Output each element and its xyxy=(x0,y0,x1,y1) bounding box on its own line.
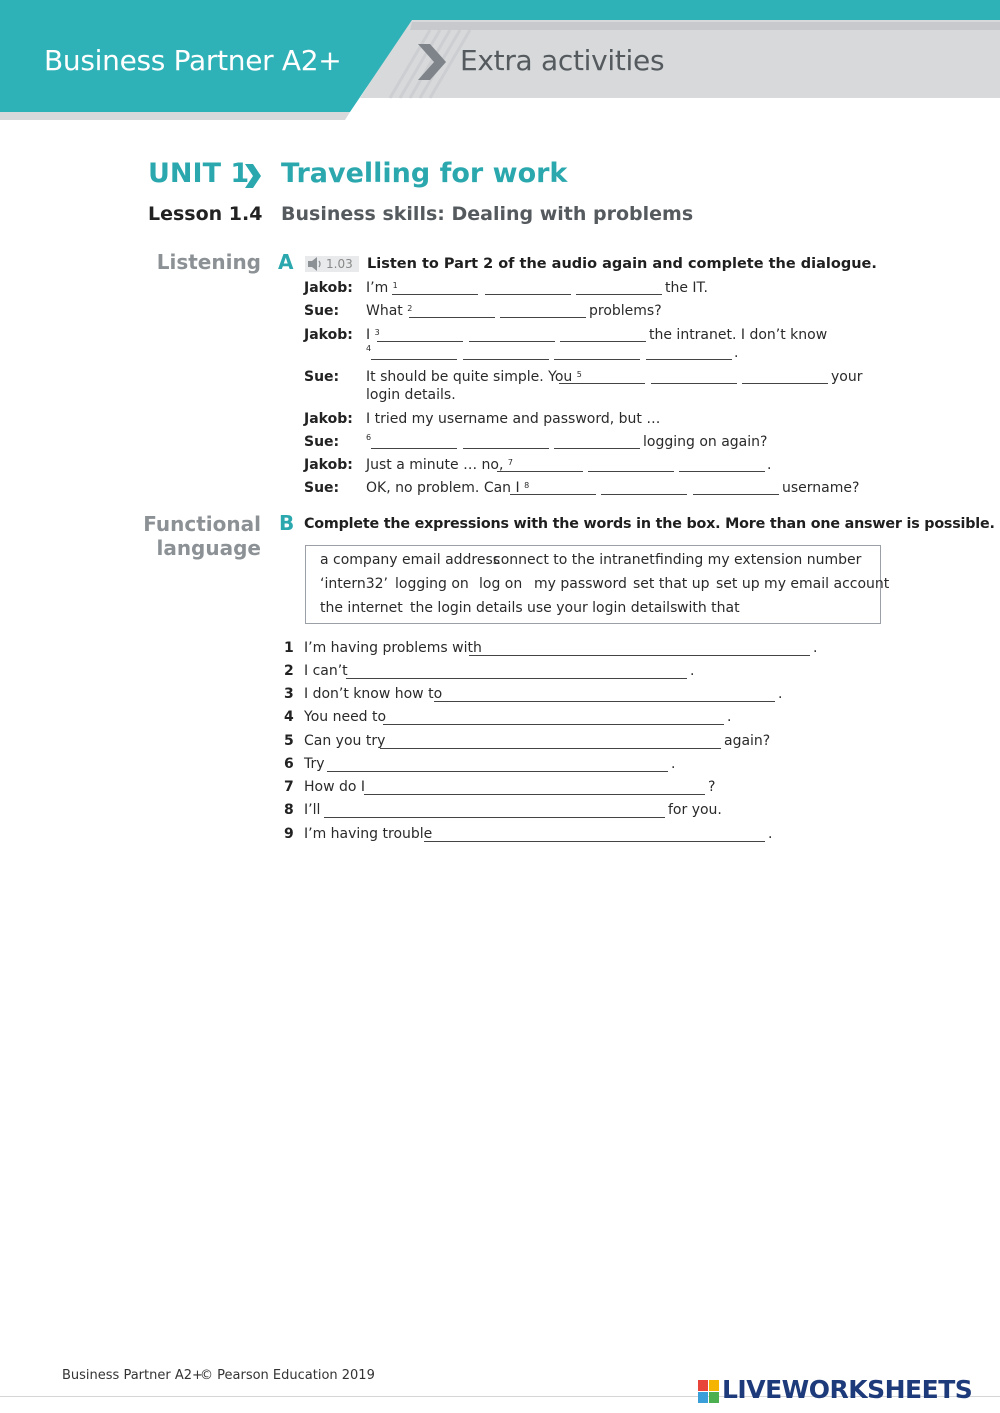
dialogue-text: 4 xyxy=(366,344,372,353)
answer-blank[interactable] xyxy=(679,471,765,472)
item-end: ? xyxy=(708,779,716,795)
item-end: . xyxy=(690,663,695,679)
answer-blank[interactable] xyxy=(485,294,571,295)
item-text: How do I xyxy=(304,779,366,795)
dialogue-text: I $^3$ xyxy=(366,327,380,343)
answer-blank[interactable] xyxy=(554,359,640,360)
answer-blank[interactable] xyxy=(554,448,640,449)
speaker-jakob: Jakob: xyxy=(304,457,353,473)
word-box-item: with that xyxy=(677,600,740,616)
unit-label: UNIT 1 xyxy=(148,158,250,189)
word-box-item: use your login details xyxy=(527,600,678,616)
footer-copyright: © Pearson Education 2019 xyxy=(200,1368,375,1383)
item-end: . xyxy=(671,756,676,772)
item-number: 2 xyxy=(284,663,294,679)
item-end: . xyxy=(727,709,732,725)
item-number: 6 xyxy=(284,756,294,772)
section-functional-language: Functional language xyxy=(143,512,261,560)
item-end: for you. xyxy=(668,802,722,818)
word-box-item: logging on xyxy=(395,576,469,592)
item-number: 7 xyxy=(284,779,294,795)
item-number: 3 xyxy=(284,686,294,702)
dialogue-text: your xyxy=(831,369,863,385)
liveworksheets-brand[interactable]: LIVEWORKSHEETS xyxy=(722,1375,973,1404)
section-title: Extra activities xyxy=(460,44,665,77)
exercise-letter-a: A xyxy=(278,250,294,274)
word-box-item: finding my extension number xyxy=(655,552,862,568)
dialogue-text: logging on again? xyxy=(643,434,768,450)
answer-blank[interactable] xyxy=(588,471,674,472)
dialogue-text: . xyxy=(734,345,739,361)
answer-blank[interactable] xyxy=(371,359,457,360)
item-text: Try xyxy=(304,756,325,772)
dialogue-text: login details. xyxy=(366,387,456,403)
dialogue-text: Just a minute … no, $^7$ xyxy=(366,457,513,473)
answer-blank[interactable] xyxy=(469,655,810,656)
item-end: . xyxy=(778,686,783,702)
answer-blank[interactable] xyxy=(463,359,549,360)
word-box-item: log on xyxy=(479,576,523,592)
item-text: I’m having trouble xyxy=(304,826,433,842)
answer-blank[interactable] xyxy=(383,724,724,725)
word-box-item: the internet xyxy=(320,600,403,616)
dialogue-text: It should be quite simple. You $^5$ xyxy=(366,369,582,385)
answer-blank[interactable] xyxy=(497,471,583,472)
word-box-item: the login details xyxy=(410,600,523,616)
instruction-a: Listen to Part 2 of the audio again and complete the dialogue. xyxy=(367,256,877,272)
book-title: Business Partner A2+ xyxy=(44,44,342,77)
dialogue-text: I’m $^1$ xyxy=(366,280,398,296)
item-end: . xyxy=(768,826,773,842)
answer-blank[interactable] xyxy=(560,341,646,342)
item-text: Can you try xyxy=(304,733,386,749)
lesson-number: Lesson 1.4 xyxy=(148,203,263,225)
answer-blank[interactable] xyxy=(409,317,495,318)
speaker-jakob: Jakob: xyxy=(304,280,353,296)
footer-book-title: Business Partner A2+ xyxy=(62,1368,203,1383)
answer-blank[interactable] xyxy=(463,448,549,449)
answer-blank[interactable] xyxy=(380,748,721,749)
answer-blank[interactable] xyxy=(469,341,555,342)
item-number: 9 xyxy=(284,826,294,842)
item-text: I don’t know how to xyxy=(304,686,443,702)
answer-blank[interactable] xyxy=(693,494,779,495)
answer-blank[interactable] xyxy=(327,771,668,772)
speaker-sue: Sue: xyxy=(304,480,340,496)
chevron-right-icon xyxy=(243,164,263,188)
word-box-item: set that up xyxy=(633,576,710,592)
speaker-jakob: Jakob: xyxy=(304,327,353,343)
answer-blank[interactable] xyxy=(324,817,665,818)
item-end: again? xyxy=(724,733,771,749)
dialogue-text: username? xyxy=(782,480,860,496)
item-end: . xyxy=(813,640,818,656)
speaker-icon[interactable] xyxy=(307,257,323,271)
exercise-letter-b: B xyxy=(279,511,295,535)
answer-blank[interactable] xyxy=(576,294,662,295)
item-text: I’m having problems with xyxy=(304,640,482,656)
item-number: 4 xyxy=(284,709,294,725)
speaker-sue: Sue: xyxy=(304,434,340,450)
word-box-item: a company email address xyxy=(320,552,501,568)
dialogue-text: What $^2$ xyxy=(366,303,413,319)
answer-blank[interactable] xyxy=(434,701,775,702)
answer-blank[interactable] xyxy=(646,359,732,360)
speaker-sue: Sue: xyxy=(304,369,340,385)
word-box-item: my password xyxy=(534,576,627,592)
audio-track-number: 1.03 xyxy=(326,257,353,271)
answer-blank[interactable] xyxy=(377,341,463,342)
speaker-jakob: Jakob: xyxy=(304,411,353,427)
dialogue-text: the intranet. I don’t know xyxy=(649,327,828,343)
dialogue-text: problems? xyxy=(589,303,662,319)
instruction-b: Complete the expressions with the words in the box. More than one answer is possible. xyxy=(304,516,995,532)
word-box-item: connect to the intranet xyxy=(493,552,655,568)
lesson-title: Business skills: Dealing with problems xyxy=(281,203,694,225)
item-text: I can’t xyxy=(304,663,348,679)
item-number: 5 xyxy=(284,733,294,749)
answer-blank[interactable] xyxy=(510,494,596,495)
answer-blank[interactable] xyxy=(364,794,705,795)
unit-title: Travelling for work xyxy=(281,158,568,189)
dialogue-text: the IT. xyxy=(665,280,708,296)
dialogue-text: I tried my username and password, but … xyxy=(366,411,661,427)
answer-blank[interactable] xyxy=(392,294,478,295)
answer-blank[interactable] xyxy=(371,448,457,449)
section-listening: Listening xyxy=(156,250,261,274)
dialogue-text: 6 xyxy=(366,433,372,442)
liveworksheets-logo-icon xyxy=(698,1380,720,1404)
dialogue-text: . xyxy=(767,457,772,473)
word-box-item: ‘intern32’ xyxy=(320,576,388,592)
answer-blank[interactable] xyxy=(500,317,586,318)
answer-blank[interactable] xyxy=(742,383,828,384)
dialogue-text: OK, no problem. Can I $^8$ xyxy=(366,480,530,496)
item-text: You need to xyxy=(304,709,387,725)
answer-blank[interactable] xyxy=(601,494,687,495)
answer-blank[interactable] xyxy=(559,383,645,384)
item-number: 1 xyxy=(284,640,294,656)
item-text: I’ll xyxy=(304,802,321,818)
answer-blank[interactable] xyxy=(346,678,687,679)
word-box-item: set up my email account xyxy=(716,576,890,592)
speaker-sue: Sue: xyxy=(304,303,340,319)
answer-blank[interactable] xyxy=(651,383,737,384)
answer-blank[interactable] xyxy=(424,841,765,842)
item-number: 8 xyxy=(284,802,294,818)
